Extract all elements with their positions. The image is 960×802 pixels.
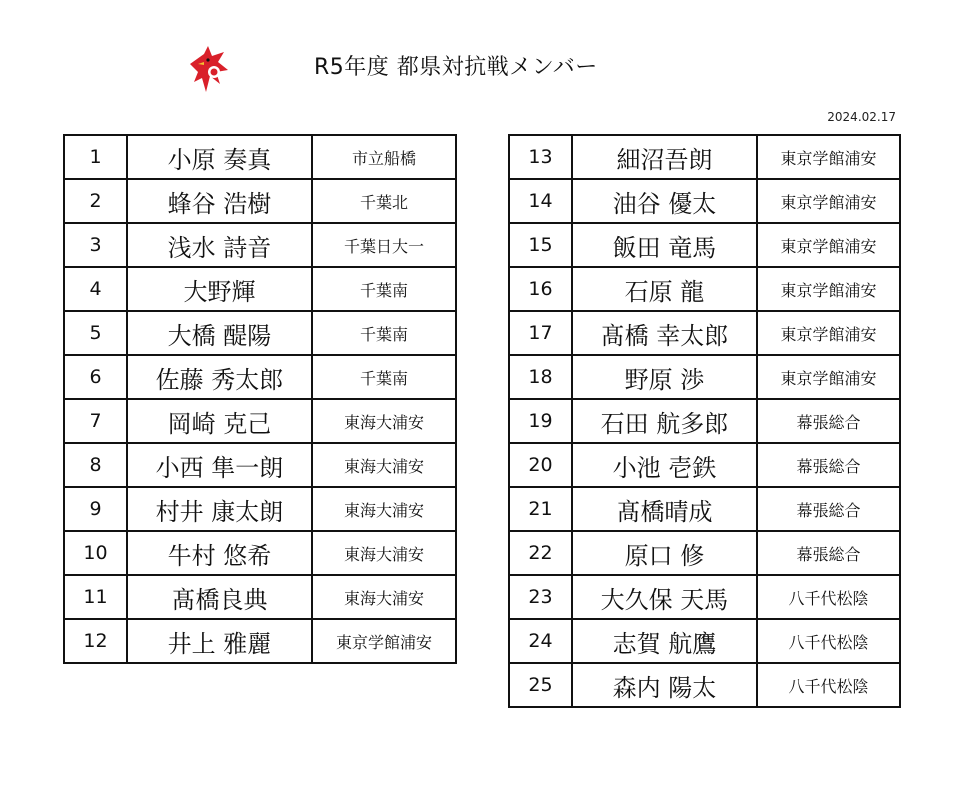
table-row [64, 179, 456, 223]
player-number: 23 [509, 575, 572, 619]
player-number: 5 [64, 311, 127, 355]
player-number: 22 [509, 531, 572, 575]
player-school: 幕張総合 [757, 443, 900, 487]
player-name: 蜂谷 浩樹 [127, 179, 312, 223]
player-school: 千葉南 [312, 267, 456, 311]
table-row [64, 223, 456, 267]
player-name: 森内 陽太 [572, 663, 757, 707]
player-school: 八千代松陰 [757, 575, 900, 619]
player-school: 千葉南 [312, 355, 456, 399]
player-number: 20 [509, 443, 572, 487]
table-row [64, 399, 456, 443]
player-name: 小原 奏真 [127, 135, 312, 179]
player-number: 8 [64, 443, 127, 487]
player-number: 17 [509, 311, 572, 355]
player-name: 浅水 詩音 [127, 223, 312, 267]
player-name: 油谷 優太 [572, 179, 757, 223]
player-number: 19 [509, 399, 572, 443]
player-school: 東京学館浦安 [757, 135, 900, 179]
player-school: 東海大浦安 [312, 531, 456, 575]
player-name: 飯田 竜馬 [572, 223, 757, 267]
player-number: 25 [509, 663, 572, 707]
player-number: 16 [509, 267, 572, 311]
player-school: 千葉北 [312, 179, 456, 223]
player-school: 東海大浦安 [312, 399, 456, 443]
player-name: 髙橋良典 [127, 575, 312, 619]
player-name: 大野輝 [127, 267, 312, 311]
player-name: 髙橋晴成 [572, 487, 757, 531]
player-school: 東京学館浦安 [757, 311, 900, 355]
player-name: 野原 渉 [572, 355, 757, 399]
player-school: 東海大浦安 [312, 487, 456, 531]
table-row [509, 311, 900, 355]
document-date: 2024.02.17 [827, 110, 896, 124]
player-school: 東京学館浦安 [757, 179, 900, 223]
player-number: 11 [64, 575, 127, 619]
player-number: 14 [509, 179, 572, 223]
player-name: 原口 修 [572, 531, 757, 575]
table-row [64, 619, 456, 663]
table-row [509, 619, 900, 663]
table-row [64, 575, 456, 619]
player-name: 牛村 悠希 [127, 531, 312, 575]
table-row [64, 311, 456, 355]
table-row [509, 135, 900, 179]
player-name: 井上 雅麗 [127, 619, 312, 663]
player-name: 佐藤 秀太郎 [127, 355, 312, 399]
player-number: 24 [509, 619, 572, 663]
player-school: 千葉南 [312, 311, 456, 355]
table-row [509, 575, 900, 619]
table-row [509, 223, 900, 267]
table-row [509, 179, 900, 223]
player-school: 東京学館浦安 [312, 619, 456, 663]
player-school: 東京学館浦安 [757, 267, 900, 311]
player-number: 9 [64, 487, 127, 531]
table-row [64, 135, 456, 179]
player-school: 東海大浦安 [312, 443, 456, 487]
player-name: 志賀 航鷹 [572, 619, 757, 663]
player-name: 小池 壱鉄 [572, 443, 757, 487]
roster-table-left [63, 134, 457, 664]
table-row [509, 663, 900, 707]
table-row [509, 267, 900, 311]
table-row [64, 443, 456, 487]
page-title: R5年度 都県対抗戦メンバー [314, 55, 598, 80]
player-school: 東京学館浦安 [757, 355, 900, 399]
player-name: 髙橋 幸太郎 [572, 311, 757, 355]
player-school: 市立船橋 [312, 135, 456, 179]
player-number: 21 [509, 487, 572, 531]
player-number: 2 [64, 179, 127, 223]
player-school: 八千代松陰 [757, 663, 900, 707]
player-number: 7 [64, 399, 127, 443]
player-school: 幕張総合 [757, 487, 900, 531]
table-row [509, 355, 900, 399]
player-school: 東京学館浦安 [757, 223, 900, 267]
player-number: 13 [509, 135, 572, 179]
roster-table-right [508, 134, 901, 708]
table-row [509, 531, 900, 575]
table-row [509, 399, 900, 443]
player-name: 大橋 醍陽 [127, 311, 312, 355]
mascot-logo-icon [184, 44, 238, 96]
player-number: 10 [64, 531, 127, 575]
player-name: 村井 康太朗 [127, 487, 312, 531]
table-row [64, 531, 456, 575]
table-row [509, 487, 900, 531]
player-name: 石原 龍 [572, 267, 757, 311]
player-number: 3 [64, 223, 127, 267]
player-school: 千葉日大一 [312, 223, 456, 267]
player-school: 幕張総合 [757, 399, 900, 443]
table-row [64, 267, 456, 311]
player-name: 細沼吾朗 [572, 135, 757, 179]
player-school: 東海大浦安 [312, 575, 456, 619]
player-number: 1 [64, 135, 127, 179]
player-number: 12 [64, 619, 127, 663]
table-row [64, 487, 456, 531]
player-number: 4 [64, 267, 127, 311]
player-name: 石田 航多郎 [572, 399, 757, 443]
table-row [64, 355, 456, 399]
player-number: 6 [64, 355, 127, 399]
player-school: 幕張総合 [757, 531, 900, 575]
player-number: 15 [509, 223, 572, 267]
player-school: 八千代松陰 [757, 619, 900, 663]
player-number: 18 [509, 355, 572, 399]
player-name: 岡崎 克己 [127, 399, 312, 443]
table-row [509, 443, 900, 487]
player-name: 小西 隼一朗 [127, 443, 312, 487]
player-name: 大久保 天馬 [572, 575, 757, 619]
